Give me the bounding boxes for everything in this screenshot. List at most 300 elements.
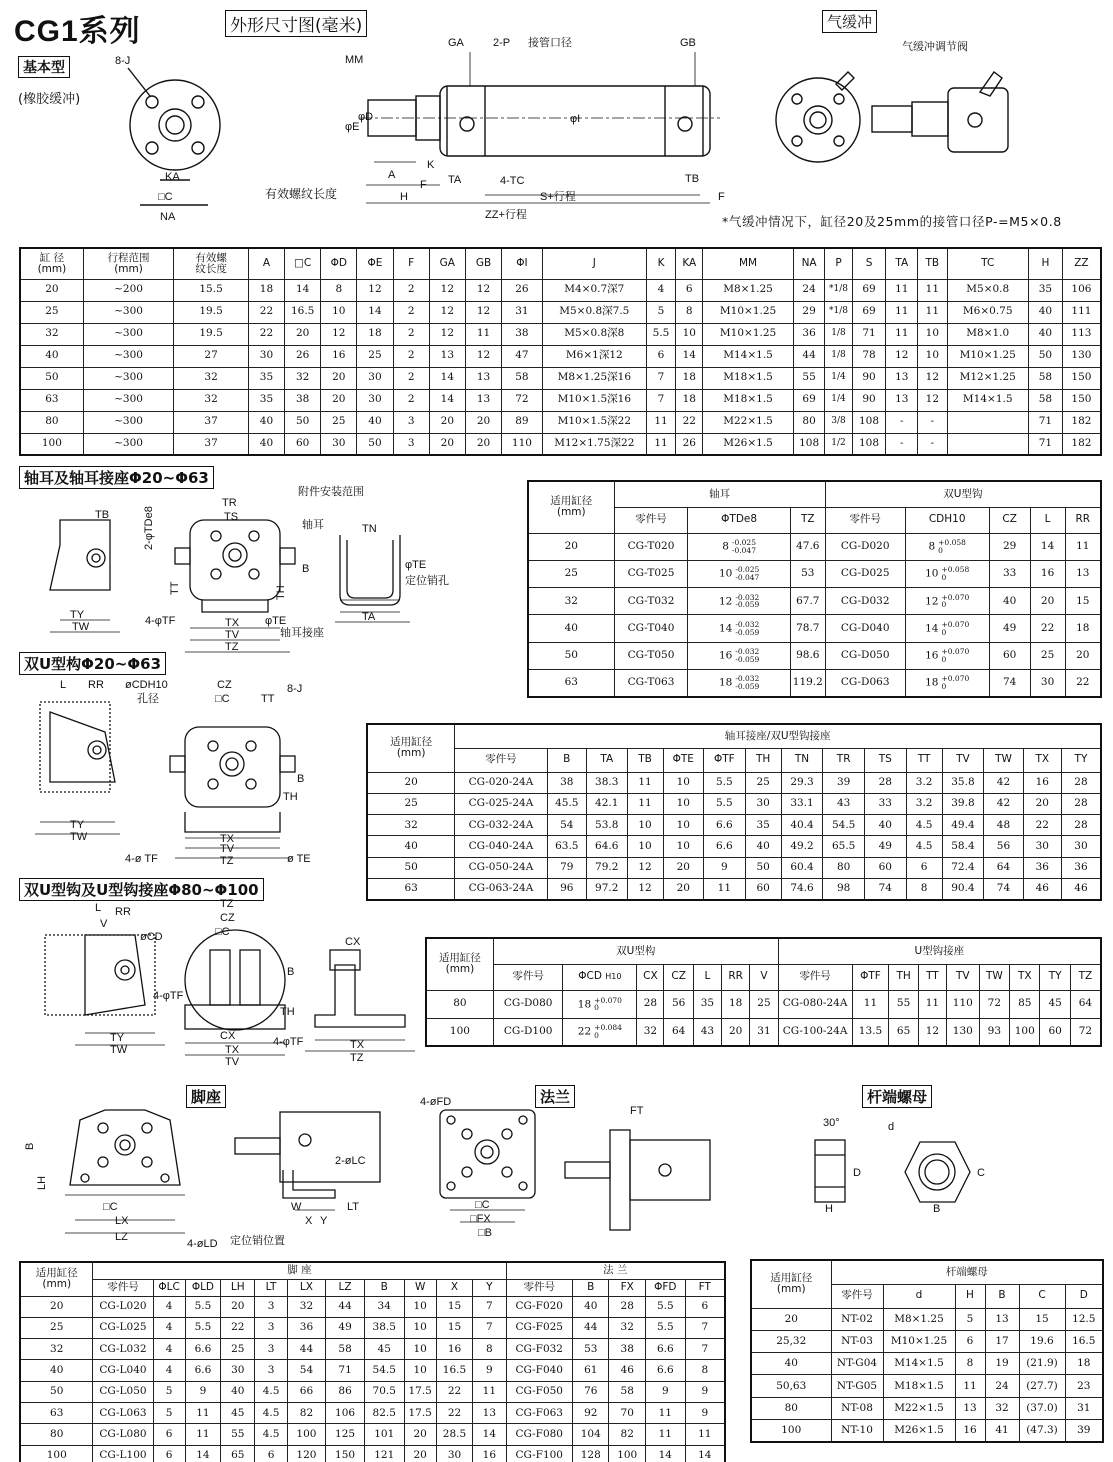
table-row bbox=[20, 323, 1101, 345]
na-label: NA bbox=[160, 211, 176, 223]
table-cell: 40 bbox=[221, 1381, 255, 1402]
table-cell: M5×0.8 bbox=[947, 279, 1028, 301]
table-cell: 11 bbox=[627, 772, 663, 793]
table-cell: 22 bbox=[1023, 815, 1061, 836]
tolerance-upper: +0.058 bbox=[938, 538, 966, 548]
table-cell: CG-F080 bbox=[506, 1424, 573, 1445]
table-cell: 53.8 bbox=[586, 815, 627, 836]
drawing-title: 外形尺寸图(毫米) bbox=[225, 10, 367, 37]
ty-label: TY bbox=[110, 1032, 125, 1044]
table-cell: 20 bbox=[663, 878, 704, 899]
table-cell: M10×1.25 bbox=[703, 301, 793, 323]
table-cell: 100 bbox=[20, 1445, 93, 1462]
table-cell: 35 bbox=[248, 367, 284, 389]
table-cell: 20 bbox=[465, 411, 501, 433]
table-cell: 82 bbox=[609, 1424, 645, 1445]
table-cell: CG-D100 bbox=[493, 1018, 563, 1046]
table-cell: 58.4 bbox=[942, 836, 984, 857]
nut-angle-label: 30° bbox=[823, 1117, 840, 1129]
table-cell: 108 bbox=[793, 433, 825, 455]
table-cell: 3 bbox=[393, 411, 429, 433]
table-cell: 12 bbox=[627, 857, 663, 878]
rr-header: RR bbox=[1065, 507, 1101, 533]
table-cell: 29.3 bbox=[781, 772, 823, 793]
port-cn-label: 接管口径 bbox=[528, 37, 572, 49]
tolerance-lower: -0.047 bbox=[735, 572, 760, 582]
table-row bbox=[528, 642, 1101, 669]
table-cell: 4 bbox=[153, 1339, 185, 1360]
foot-w-label: W bbox=[291, 1201, 302, 1213]
table-cell: 15.5 bbox=[174, 279, 249, 301]
table-cell: 18 bbox=[676, 367, 703, 389]
tolerance-cell bbox=[905, 642, 989, 669]
tolerance-cell bbox=[905, 533, 989, 560]
table-cell: NT-08 bbox=[831, 1397, 883, 1419]
table-cell: 12 bbox=[429, 323, 465, 345]
table-cell: *1/8 bbox=[825, 279, 852, 301]
tolerance-upper: -0.032 bbox=[735, 620, 760, 630]
table-cell: 50 bbox=[20, 1381, 93, 1402]
v-header: V bbox=[750, 964, 778, 990]
tx2-label: TX bbox=[350, 1039, 365, 1051]
table-cell: 7 bbox=[646, 389, 675, 411]
tolerance-lower: -0.059 bbox=[735, 627, 760, 637]
rr-header: RR bbox=[722, 964, 750, 990]
clevis-big-table bbox=[425, 937, 1102, 1047]
table-cell: 106 bbox=[326, 1402, 365, 1423]
table-cell: 5.5 bbox=[645, 1317, 685, 1338]
tt-header: TT bbox=[918, 964, 946, 990]
table-cell: 3 bbox=[255, 1296, 287, 1317]
table-cell: 20 bbox=[321, 389, 357, 411]
table-row bbox=[751, 1397, 1103, 1419]
table-cell: 8 bbox=[473, 1339, 506, 1360]
table-cell: 110 bbox=[947, 990, 980, 1018]
table-cell: 22 bbox=[248, 301, 284, 323]
table-cell: 10 bbox=[663, 772, 704, 793]
table-cell: 3 bbox=[255, 1360, 287, 1381]
foot-y-label: Y bbox=[320, 1215, 328, 1227]
table-row bbox=[751, 1330, 1103, 1352]
col-header: TR bbox=[823, 748, 865, 772]
c-label: □C bbox=[215, 926, 230, 938]
table-cell: 78 bbox=[852, 345, 886, 367]
table-cell: ~300 bbox=[83, 345, 173, 367]
table-cell: CG-080-24A bbox=[778, 990, 852, 1018]
table-cell: 8 bbox=[676, 301, 703, 323]
table-cell: 50 bbox=[1028, 345, 1062, 367]
trunnion-header: 轴耳 bbox=[614, 481, 825, 507]
table-cell: 150 bbox=[1062, 389, 1101, 411]
table-cell: 13 bbox=[886, 367, 918, 389]
table-cell: 121 bbox=[364, 1445, 404, 1462]
c-header: C bbox=[1019, 1284, 1065, 1308]
table-cell: 9 bbox=[685, 1402, 725, 1423]
col-header: □C bbox=[285, 248, 321, 279]
table-cell: 42.1 bbox=[586, 793, 627, 814]
table-cell: 36 bbox=[793, 323, 825, 345]
l-label: L bbox=[60, 679, 67, 691]
table-cell: 40 bbox=[20, 345, 83, 367]
tz-header: TZ bbox=[790, 507, 825, 533]
table-cell: CG-L080 bbox=[93, 1424, 153, 1445]
table-cell: 5.5 bbox=[646, 323, 675, 345]
table-cell: 16.5 bbox=[1065, 1330, 1103, 1352]
table-cell: 70.5 bbox=[364, 1381, 404, 1402]
table-row bbox=[528, 533, 1101, 560]
table-cell: M12×1.75深22 bbox=[542, 433, 646, 455]
cx-label: CX bbox=[220, 1030, 236, 1042]
table-cell: 10 bbox=[627, 815, 663, 836]
table-row bbox=[20, 389, 1101, 411]
table-cell: 20 bbox=[20, 279, 83, 301]
table-cell: 71 bbox=[1028, 411, 1062, 433]
tolerance-value: 18 bbox=[718, 676, 733, 689]
bore-header: 适用缸径 (mm) bbox=[367, 724, 455, 772]
table-cell: 20 bbox=[429, 433, 465, 455]
table-cell: 80 bbox=[20, 411, 83, 433]
table-cell: 16 bbox=[321, 345, 357, 367]
tolerance-upper: +0.070 bbox=[594, 995, 622, 1005]
table-cell: 11 bbox=[465, 323, 501, 345]
cd-label: øCD bbox=[140, 931, 163, 943]
table-cell: 32 bbox=[20, 1339, 93, 1360]
table-cell: 32 bbox=[174, 367, 249, 389]
table-cell: 32 bbox=[528, 588, 614, 615]
table-cell: 10 bbox=[918, 323, 947, 345]
table-cell: 78.7 bbox=[790, 615, 825, 642]
tc-label: 4-TC bbox=[500, 175, 525, 187]
table-row bbox=[20, 433, 1101, 455]
table-cell: 6 bbox=[646, 345, 675, 367]
fd-header: ΦFD bbox=[645, 1279, 685, 1296]
tolerance-upper: -0.025 bbox=[731, 538, 756, 548]
table-cell: 5 bbox=[153, 1381, 185, 1402]
table-cell: CG-F040 bbox=[506, 1360, 573, 1381]
tf-label: 4-ø TF bbox=[125, 853, 158, 865]
table-row bbox=[20, 1381, 725, 1402]
table-cell: 11 bbox=[685, 1424, 725, 1445]
effective-thread-label: 有效螺纹长度 bbox=[265, 187, 338, 201]
table-cell: CG-040-24A bbox=[455, 836, 547, 857]
tolerance-value: 12 bbox=[925, 595, 939, 608]
table-cell: 40 bbox=[357, 411, 393, 433]
table-row bbox=[20, 301, 1101, 323]
table-cell: 28.5 bbox=[436, 1424, 472, 1445]
table-cell: 22 bbox=[1030, 615, 1065, 642]
foot-section-title: 脚座 bbox=[186, 1085, 226, 1108]
tolerance-cell bbox=[688, 560, 790, 587]
table-cell: 32 bbox=[609, 1317, 645, 1338]
table-cell: 11 bbox=[627, 793, 663, 814]
table-cell: NT-03 bbox=[831, 1330, 883, 1352]
table-cell: 20 bbox=[465, 433, 501, 455]
ft-header: FT bbox=[685, 1279, 725, 1296]
table-cell: 10 bbox=[663, 815, 704, 836]
table-cell: 80 bbox=[20, 1424, 93, 1445]
flange-header: 法 兰 bbox=[506, 1262, 725, 1279]
table-cell: 80 bbox=[426, 990, 493, 1018]
clevis-big-drawing bbox=[25, 895, 425, 1068]
ts-label: TS bbox=[224, 511, 239, 523]
table-cell: 18 bbox=[1065, 1353, 1103, 1375]
tw-label: TW bbox=[110, 1044, 128, 1056]
table-cell: 150 bbox=[1062, 367, 1101, 389]
table-cell: 40 bbox=[864, 815, 906, 836]
tz-header: TZ bbox=[1070, 964, 1101, 990]
fx-header: FX bbox=[609, 1279, 645, 1296]
table-cell: 17 bbox=[985, 1330, 1019, 1352]
tv-label: TV bbox=[225, 629, 240, 641]
table-cell: 38.3 bbox=[586, 772, 627, 793]
table-cell: 45.5 bbox=[547, 793, 586, 814]
table-cell: 37 bbox=[174, 433, 249, 455]
table-cell: 50 bbox=[745, 857, 781, 878]
table-cell: 26 bbox=[502, 279, 543, 301]
table-cell: 7 bbox=[646, 367, 675, 389]
cz-label: CZ bbox=[220, 912, 235, 924]
cx-header: CX bbox=[637, 964, 664, 990]
table-cell: 6 bbox=[255, 1445, 287, 1462]
table-cell: 2 bbox=[393, 279, 429, 301]
tt-label: TT bbox=[169, 581, 181, 595]
table-cell: 20 bbox=[404, 1424, 436, 1445]
clevis-header: 双U型钩 bbox=[825, 481, 1101, 507]
table-cell: 28 bbox=[864, 772, 906, 793]
table-cell: 14 bbox=[285, 279, 321, 301]
table-cell: 35.8 bbox=[942, 772, 984, 793]
tr-label: TR bbox=[222, 497, 237, 509]
table-cell: M8×1.0 bbox=[947, 323, 1028, 345]
table-cell: 30 bbox=[221, 1360, 255, 1381]
table-cell: 18 bbox=[357, 323, 393, 345]
table-cell: 31 bbox=[750, 1018, 778, 1046]
table-cell: CG-T050 bbox=[614, 642, 688, 669]
table-cell: 2 bbox=[393, 345, 429, 367]
table-cell: CG-L020 bbox=[93, 1296, 153, 1317]
table-cell: 17.5 bbox=[404, 1402, 436, 1423]
table-cell: 1/4 bbox=[825, 367, 852, 389]
table-row bbox=[20, 367, 1101, 389]
table-cell: ~300 bbox=[83, 433, 173, 455]
table-cell: 25 bbox=[20, 301, 83, 323]
table-cell: CG-F050 bbox=[506, 1381, 573, 1402]
table-cell: 30 bbox=[321, 433, 357, 455]
table-cell: M26×1.5 bbox=[883, 1419, 955, 1441]
lx-header: LX bbox=[287, 1279, 326, 1296]
table-cell: 19.5 bbox=[174, 323, 249, 345]
col-header: 零件号 bbox=[455, 748, 547, 772]
table-row bbox=[367, 793, 1101, 814]
table-cell: 11 bbox=[886, 301, 918, 323]
table-cell: 74 bbox=[984, 878, 1023, 899]
tolerance-lower: 0 bbox=[938, 545, 943, 555]
table-cell: CG-025-24A bbox=[455, 793, 547, 814]
tolerance-cell bbox=[688, 533, 790, 560]
table-cell: CG-F063 bbox=[506, 1402, 573, 1423]
table-cell: 182 bbox=[1062, 433, 1101, 455]
table-cell: 40 bbox=[1028, 323, 1062, 345]
b-label: B bbox=[302, 563, 310, 575]
table-cell: 20 bbox=[285, 323, 321, 345]
b-header: B bbox=[364, 1279, 404, 1296]
table-cell: 74 bbox=[989, 669, 1030, 696]
air-cushion-note: *气缓冲情况下，缸径20及25mm的接管口径P-=M5×0.8 bbox=[722, 214, 1062, 229]
table-cell: 12 bbox=[627, 878, 663, 899]
table-cell: 28 bbox=[1061, 815, 1101, 836]
port-label: 2-P bbox=[493, 37, 511, 49]
tolerance-cell bbox=[905, 560, 989, 587]
y-header: Y bbox=[473, 1279, 506, 1296]
table-cell: 6.6 bbox=[704, 836, 746, 857]
table-cell: 28 bbox=[609, 1296, 645, 1317]
table-cell: M8×1.25深16 bbox=[542, 367, 646, 389]
col-header: TH bbox=[745, 748, 781, 772]
table-cell: M4×0.7深7 bbox=[542, 279, 646, 301]
table-cell: - bbox=[918, 433, 947, 455]
table-cell: 29 bbox=[793, 301, 825, 323]
table-cell: 13 bbox=[886, 389, 918, 411]
table-cell: 70 bbox=[609, 1402, 645, 1423]
bore-header: 适用缸径 (mm) bbox=[751, 1260, 831, 1308]
table-cell: 82.5 bbox=[364, 1402, 404, 1423]
table-cell: 101 bbox=[364, 1424, 404, 1445]
col-header: TN bbox=[781, 748, 823, 772]
table-cell: 9 bbox=[685, 1381, 725, 1402]
table-cell: 48 bbox=[984, 815, 1023, 836]
tolerance-upper: +0.070 bbox=[941, 592, 970, 602]
c-label: □C bbox=[215, 693, 230, 705]
table-cell: 90.4 bbox=[942, 878, 984, 899]
clevis-big-section-title: 双U型钩及U型钩接座Φ80~Φ100 bbox=[19, 878, 264, 901]
table-cell: 4.5 bbox=[255, 1402, 287, 1423]
table-cell: 40.4 bbox=[781, 815, 823, 836]
table-cell: 45 bbox=[1040, 990, 1070, 1018]
table-cell: 113 bbox=[1062, 323, 1101, 345]
ta-label: TA bbox=[362, 611, 376, 623]
table-cell: 10 bbox=[918, 345, 947, 367]
col-header: K bbox=[646, 248, 675, 279]
trunnion-label: 轴耳 bbox=[302, 519, 324, 531]
table-cell: M12×1.25 bbox=[947, 367, 1028, 389]
col-header: TA bbox=[586, 748, 627, 772]
table-cell: 82 bbox=[287, 1402, 326, 1423]
table-cell: 24 bbox=[985, 1375, 1019, 1397]
table-cell: 49 bbox=[326, 1317, 365, 1338]
table-cell: 4.5 bbox=[906, 815, 942, 836]
table-cell: 14 bbox=[473, 1424, 506, 1445]
cx2-label: CX bbox=[345, 936, 361, 948]
table-cell: 125 bbox=[326, 1424, 365, 1445]
table-cell: 111 bbox=[1062, 301, 1101, 323]
table-cell: 40 bbox=[751, 1353, 831, 1375]
table-cell: 25 bbox=[357, 345, 393, 367]
table-cell: 30 bbox=[357, 389, 393, 411]
foot-ld-label: 4-øLD bbox=[187, 1238, 218, 1250]
col-header: ΦTE bbox=[663, 748, 704, 772]
table-cell: 120 bbox=[287, 1445, 326, 1462]
part-header: 零件号 bbox=[493, 964, 563, 990]
tolerance-value: 16 bbox=[718, 649, 733, 662]
table-cell: 6 bbox=[676, 279, 703, 301]
tf-label: 4-φTF bbox=[145, 615, 176, 627]
table-cell bbox=[947, 433, 1028, 455]
j-label: 8-J bbox=[287, 683, 303, 695]
table-cell: CG-032-24A bbox=[455, 815, 547, 836]
table-cell: M14×1.5 bbox=[883, 1353, 955, 1375]
tolerance-upper: +0.070 bbox=[941, 674, 970, 684]
table-cell: ~300 bbox=[83, 301, 173, 323]
table-cell: 65.5 bbox=[823, 836, 865, 857]
nut-table bbox=[750, 1259, 1104, 1443]
phi-e-label: φE bbox=[345, 121, 360, 133]
table-cell: 6 bbox=[153, 1445, 185, 1462]
table-cell: 33 bbox=[989, 560, 1030, 587]
cdh-label: øCDH10 bbox=[125, 679, 168, 691]
table-cell: 5.5 bbox=[185, 1296, 220, 1317]
tw-header: TW bbox=[979, 964, 1009, 990]
table-cell: 100 bbox=[609, 1445, 645, 1462]
tolerance-upper: +0.070 bbox=[941, 620, 970, 630]
table-cell: 11 bbox=[646, 433, 675, 455]
table-cell: 61 bbox=[573, 1360, 609, 1381]
col-header: 缸 径 (mm) bbox=[20, 248, 83, 279]
table-cell: 100 bbox=[20, 433, 83, 455]
table-cell: 9 bbox=[645, 1381, 685, 1402]
tolerance-value: 14 bbox=[925, 622, 939, 635]
table-cell: M22×1.5 bbox=[703, 411, 793, 433]
foot-b-label: B bbox=[24, 1142, 36, 1150]
table-cell: 64 bbox=[664, 1018, 693, 1046]
table-cell: CG-T032 bbox=[614, 588, 688, 615]
table-cell: 12.5 bbox=[1065, 1308, 1103, 1330]
table-cell: 16 bbox=[436, 1339, 472, 1360]
tolerance-cell bbox=[563, 1018, 637, 1046]
seat-table bbox=[366, 723, 1102, 901]
trunnion-section-title: 轴耳及轴耳接座Φ20~Φ63 bbox=[19, 466, 214, 489]
table-cell: 20 bbox=[20, 1296, 93, 1317]
seat-title: 轴耳接座/双U型钩接座 bbox=[455, 724, 1101, 748]
lz-header: LZ bbox=[326, 1279, 365, 1296]
table-cell: 20 bbox=[663, 857, 704, 878]
table-cell: 10 bbox=[404, 1317, 436, 1338]
bore-header: 适用缸径 (mm) bbox=[528, 481, 614, 533]
tolerance-lower: -0.059 bbox=[735, 600, 760, 610]
clevis-section-title: 双U型构Φ20~Φ63 bbox=[19, 652, 166, 675]
table-cell: 12 bbox=[465, 345, 501, 367]
table-cell: 11 bbox=[1065, 533, 1101, 560]
table-cell: NT-02 bbox=[831, 1308, 883, 1330]
tolerance-upper: +0.058 bbox=[941, 565, 970, 575]
table-cell: M6×0.75 bbox=[947, 301, 1028, 323]
cdh-header: CDH10 bbox=[905, 507, 989, 533]
b2-header: B bbox=[573, 1279, 609, 1296]
table-cell: 44 bbox=[287, 1339, 326, 1360]
table-cell: 44 bbox=[326, 1296, 365, 1317]
h-header: H bbox=[955, 1284, 985, 1308]
table-cell: 25,32 bbox=[751, 1330, 831, 1352]
table-cell: 65 bbox=[221, 1445, 255, 1462]
table-cell: 4 bbox=[153, 1360, 185, 1381]
table-cell: 100 bbox=[1010, 1018, 1040, 1046]
ka-label: KA bbox=[165, 171, 180, 183]
tt-label: TT bbox=[261, 693, 275, 705]
table-cell: CG-050-24A bbox=[455, 857, 547, 878]
table-cell: CG-L040 bbox=[93, 1360, 153, 1381]
foot-x-label: X bbox=[305, 1215, 313, 1227]
cd-header bbox=[563, 964, 637, 990]
col-header: S bbox=[852, 248, 886, 279]
